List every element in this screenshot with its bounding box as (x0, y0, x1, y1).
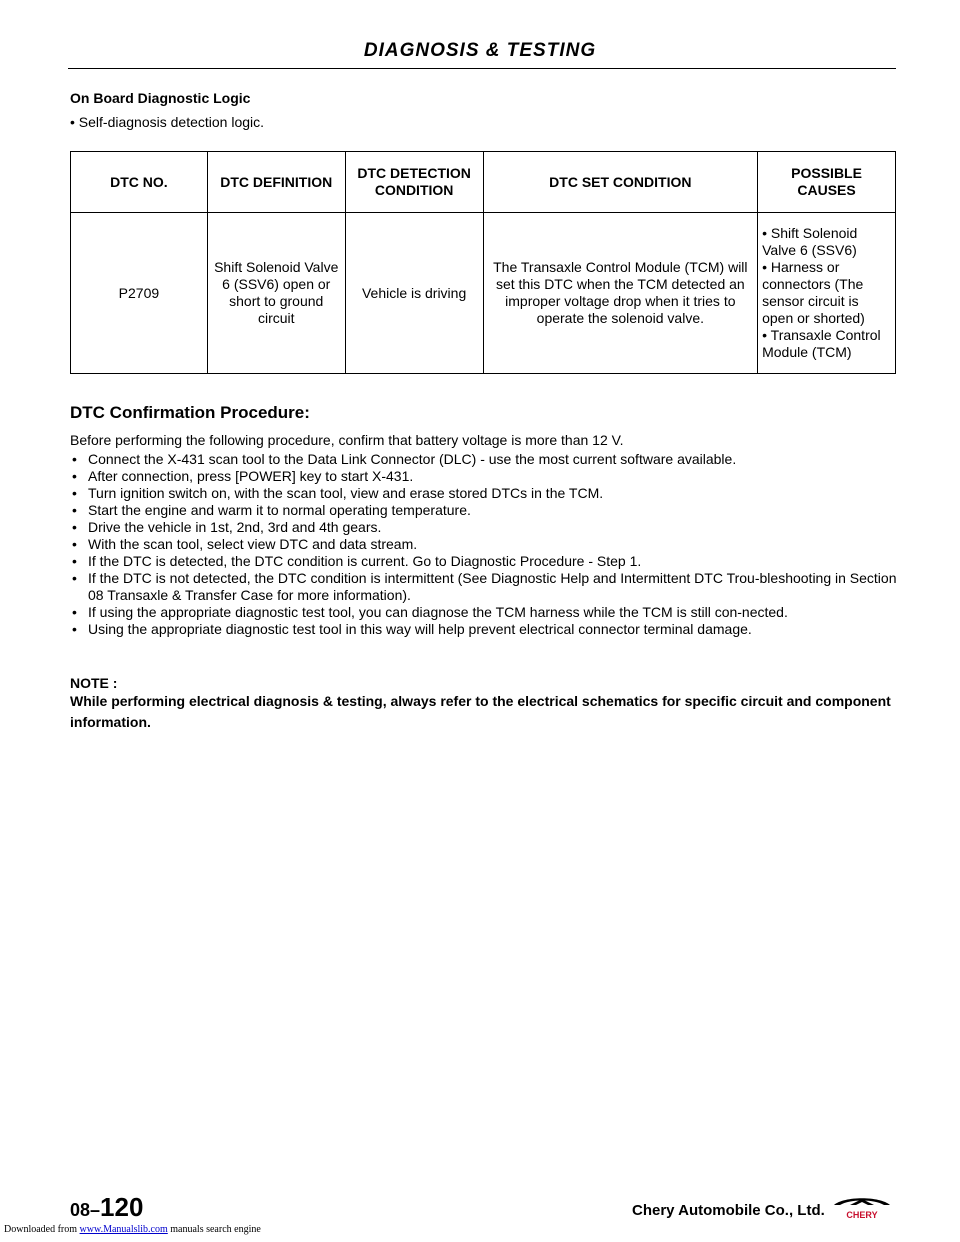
cause-item: • Shift Solenoid Valve 6 (SSV6) (762, 225, 858, 258)
page-number (70, 1192, 143, 1223)
list-item: • After connection, press [POWER] key to start X-431. (70, 468, 900, 485)
download-note (4, 1224, 261, 1235)
list-item: • Turn ignition switch on, with the scan tool, view and erase stored DTCs in the TCM. (70, 485, 900, 502)
section-number: 08 (70, 1200, 91, 1220)
section-label: On Board Diagnostic Logic (70, 90, 251, 106)
procedure-intro: Before performing the following procedure, confirm that battery voltage is more than 12 V. (70, 432, 624, 448)
header-causes: POSSIBLE CAUSES (758, 152, 896, 213)
list-item: • Drive the vehicle in 1st, 2nd, 3rd and 4th gears. (70, 519, 900, 536)
chery-logo-icon (828, 1196, 896, 1220)
list-item: • Using the appropriate diagnostic test tool in this way will help prevent electrical connector terminal damage. (70, 621, 900, 638)
bullet-text: Self-diagnosis detection logic. (78, 114, 265, 130)
logo-wordmark: CHERY (846, 1210, 878, 1220)
page-header-title: DIAGNOSIS & TESTING (363, 40, 597, 61)
header-dtc-no: DTC NO. (71, 152, 208, 213)
list-item: • If the DTC is not detected, the DTC condition is intermittent (See Diagnostic Help and Intermittent DTC Trou-bleshooting in Section 08 Transaxle & Transfer Case for more information). (70, 570, 900, 604)
cell-definition: Shift Solenoid Valve 6 (SSV6) open or short to ground circuit (207, 213, 345, 374)
page-dash: – (90, 1200, 101, 1220)
cell-dtc-no: P2709 (71, 213, 208, 374)
cause-item: • Harness or connectors (The sensor circuit is open or shorted) (762, 259, 865, 326)
header-detection: DTC DETECTION CONDITION (345, 152, 483, 213)
company-name: Chery Automobile Co., Ltd. (632, 1202, 825, 1219)
cell-detection: Vehicle is driving (345, 213, 483, 374)
table-header-row (71, 152, 896, 213)
page-value: 120 (100, 1192, 144, 1222)
cause-item: • Transaxle Control Module (TCM) (762, 327, 881, 360)
list-item: • Connect the X-431 scan tool to the Data Link Connector (DLC) - use the most current software available. (70, 451, 900, 468)
cell-set-condition: The Transaxle Control Module (TCM) will set this DTC when the TCM detected an improper voltage drop when it tries to operate the solenoid valve. (483, 213, 758, 374)
header-set-condition: DTC SET CONDITION (483, 152, 758, 213)
download-suffix: manuals search engine (170, 1224, 261, 1235)
table-row (71, 213, 896, 374)
list-item: • If the DTC is detected, the DTC condition is current. Go to Diagnostic Procedure - Step 1. (70, 553, 900, 570)
bullet-icon: • (70, 114, 75, 130)
header-divider (68, 68, 896, 69)
bullet-item (70, 114, 264, 130)
cell-causes (758, 213, 896, 374)
procedure-steps (70, 451, 900, 638)
procedure-title: DTC Confirmation Procedure: (70, 403, 310, 422)
list-item: • With the scan tool, select view DTC and data stream. (70, 536, 900, 553)
list-item: • If using the appropriate diagnostic test tool, you can diagnose the TCM harness while the TCM is still con-nected. (70, 604, 900, 621)
dtc-table (70, 151, 896, 374)
list-item: • Start the engine and warm it to normal operating temperature. (70, 502, 900, 519)
header-definition: DTC DEFINITION (207, 152, 345, 213)
note-label: NOTE : (70, 675, 118, 691)
note-text: While performing electrical diagnosis & testing, always refer to the electrical schematics for specific circuit and component information. (70, 693, 891, 730)
download-prefix: Downloaded from (4, 1224, 78, 1235)
manualslib-link[interactable]: www.Manualslib.com (79, 1224, 168, 1235)
